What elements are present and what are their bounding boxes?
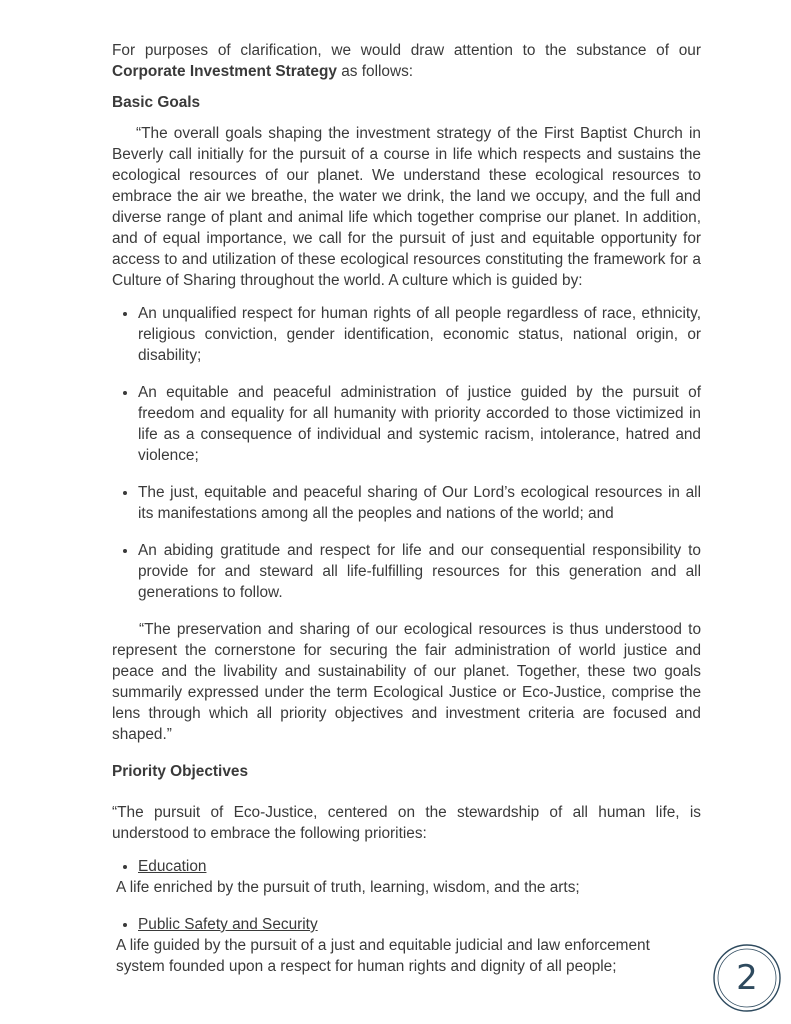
- priority-title-public-safety: • Public Safety and Security: [138, 914, 701, 935]
- priority-description: A life guided by the pursuit of a just and equitable judicial and law enforcement system founded upon a respect for human rights and dignity of all people;: [116, 937, 650, 975]
- goals-bullet-item: • The just, equitable and peaceful sharing of Our Lord’s ecological resources in all its manifestations among all the peoples and nations of the world; and: [138, 482, 701, 524]
- priority-objectives-intro: “The pursuit of Eco-Justice, centered on the stewardship of all human life, is understood to embrace the following priorities:: [112, 804, 701, 842]
- intro-text-end: as follows:: [336, 63, 414, 80]
- page-number: 2: [736, 958, 758, 998]
- basic-goals-paragraph: “The overall goals shaping the investment strategy of the First Baptist Church in Beverly call initially for the pursuit of a course in life which respects and sustains the ecological resources of our planet. We understand these ecological resources to embrace the air we breathe, the water we drink, the land we occupy, and the full and diverse range of plant and animal life which together comprise our planet. In addition, and of equal importance, we call for the pursuit of just and equitable opportunity for access to and utilization of these ecological resources constituting the framework for a Culture of Sharing throughout the world. A culture which is guided by:: [112, 125, 701, 289]
- priority-objectives-heading: Priority Objectives: [112, 763, 249, 780]
- goals-bullet-list: [112, 303, 701, 603]
- goals-bullet-item: • An abiding gratitude and respect for life and our consequential responsibility to provide for and steward all life-fulfilling resources for this generation and all generations to follow.: [138, 540, 701, 603]
- goals-bullet-item: • An unqualified respect for human rights of all people regardless of race, ethnicity, religious conviction, gender identification, economic status, national origin, or disability;: [138, 303, 701, 366]
- intro-paragraph: [112, 40, 701, 82]
- goals-bullet-item: • An equitable and peaceful administration of justice guided by the pursuit of freedom and equality for all humanity with priority accorded to those victimized in life as a consequence of individual and systemic racism, intolerance, hatred and violence;: [138, 382, 701, 466]
- document-body: [112, 40, 701, 993]
- priority-title-education: • Education: [138, 856, 701, 877]
- basic-goals-closing: “The preservation and sharing of our ecological resources is thus understood to represent the cornerstone for securing the fair administration of world justice and peace and the livability and sustainability of our planet. Together, these two goals summarily expressed under the term Ecological Justice or Eco-Justice, comprise the lens through which all priority objectives and investment criteria are focused and shaped.”: [112, 621, 701, 743]
- intro-text: For purposes of clarification, we would draw attention to the substance of our: [112, 42, 701, 59]
- page-number-badge: [712, 943, 782, 1013]
- basic-goals-heading: Basic Goals: [112, 94, 201, 111]
- priority-list: [112, 856, 701, 877]
- priority-description: A life enriched by the pursuit of truth, learning, wisdom, and the arts;: [116, 879, 580, 896]
- intro-bold-term: Corporate Investment Strategy: [112, 63, 337, 80]
- priority-list: [112, 914, 701, 935]
